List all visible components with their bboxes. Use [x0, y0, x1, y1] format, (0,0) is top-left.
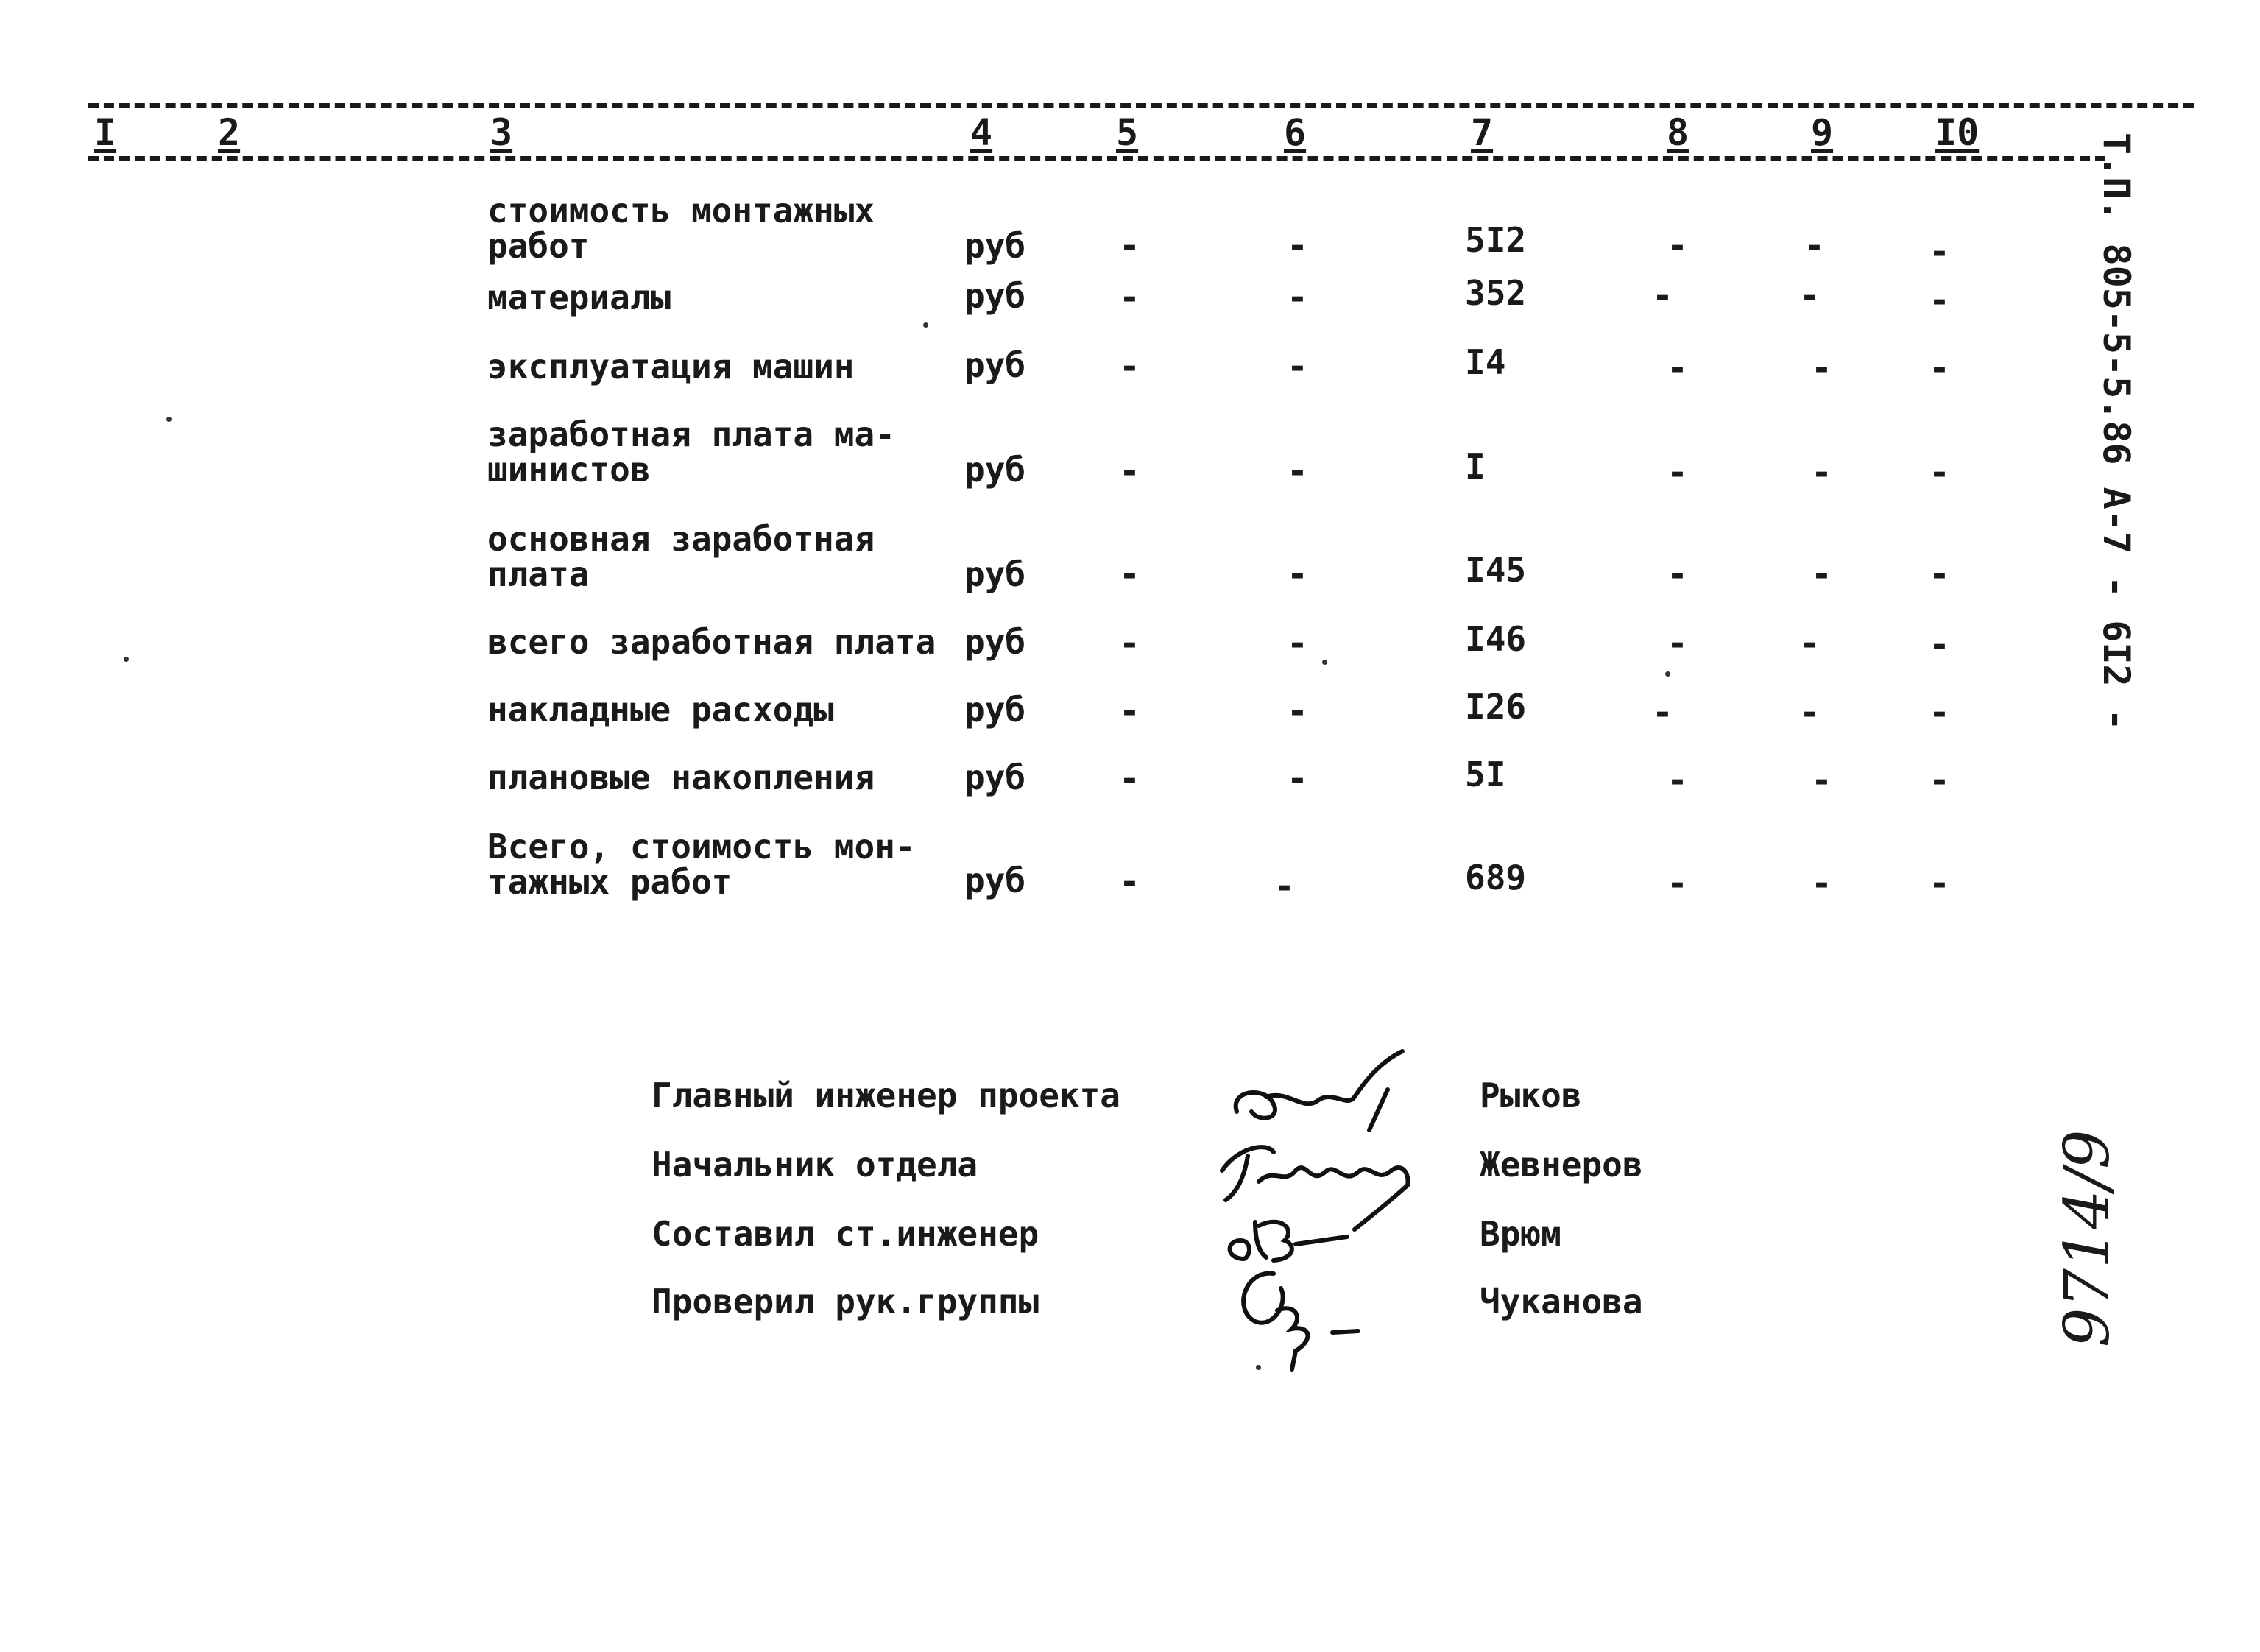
row-col9: - — [1811, 760, 1832, 801]
row-col9: - — [1811, 863, 1832, 904]
row-label: плановые накопления — [487, 758, 875, 797]
handwritten-sheet-number: 9714/9 — [2051, 1129, 2123, 1347]
column-number-9: 9 — [1811, 111, 1834, 154]
row-unit: руб — [964, 758, 1026, 797]
row-col10: - — [1929, 624, 1950, 666]
row-col8: - — [1652, 275, 1673, 317]
signature-name: Жевнеров — [1480, 1145, 1643, 1185]
row-unit: руб — [964, 861, 1026, 900]
signature-name: Рыков — [1480, 1076, 1582, 1115]
row-col7: I4 — [1465, 342, 1506, 382]
row-unit: руб — [964, 450, 1026, 490]
row-col8: - — [1667, 225, 1688, 266]
row-col10: - — [1929, 452, 1950, 493]
row-col7: I — [1465, 447, 1486, 487]
row-col7: 352 — [1465, 273, 1527, 313]
row-col5: - — [1119, 623, 1140, 664]
row-col5: - — [1119, 691, 1140, 732]
row-col6: - — [1274, 866, 1295, 907]
row-label: материалы — [487, 278, 671, 317]
side-document-code: Т.П. 805-5-5.86 А-7 - 6I2 - — [2095, 133, 2138, 731]
scan-speck — [1322, 660, 1327, 665]
signature-role: Главный инженер проекта — [651, 1076, 1120, 1115]
row-col6: - — [1287, 554, 1308, 595]
row-col7: 5I2 — [1465, 220, 1527, 260]
row-col9: - — [1811, 452, 1832, 493]
row-col7: I45 — [1465, 550, 1527, 590]
row-col7: 689 — [1465, 858, 1527, 897]
row-col8: - — [1667, 452, 1688, 493]
row-col9: - — [1811, 347, 1832, 389]
scan-speck — [1256, 1365, 1261, 1370]
row-label: стоимость монтажных работ — [487, 191, 875, 266]
row-label: заработная плата ма- шинистов — [487, 414, 895, 490]
row-col10: - — [1929, 554, 1950, 595]
row-col6: - — [1287, 758, 1308, 799]
row-col5: - — [1119, 758, 1140, 799]
row-col9: - — [1799, 623, 1821, 664]
signature-name: Врюм — [1480, 1214, 1561, 1254]
row-col8: - — [1667, 554, 1688, 595]
row-unit: руб — [964, 345, 1026, 385]
row-col5: - — [1119, 451, 1140, 492]
column-number-6: 6 — [1284, 111, 1307, 154]
row-col6: - — [1287, 225, 1308, 266]
header-bottom-rule — [88, 156, 2105, 161]
row-col10: - — [1929, 347, 1950, 389]
row-col6: - — [1287, 346, 1308, 387]
row-label: Всего, стоимость мон- тажных работ — [487, 827, 916, 902]
row-col9: - — [1811, 554, 1832, 595]
row-col6: - — [1287, 277, 1308, 318]
handwritten-signature-4 — [1222, 1259, 1384, 1377]
row-col10: - — [1929, 231, 1950, 272]
row-col5: - — [1119, 225, 1140, 266]
row-col7: 5I — [1465, 755, 1506, 794]
row-unit: руб — [964, 554, 1026, 594]
row-col5: - — [1119, 554, 1140, 595]
row-col10: - — [1929, 863, 1950, 904]
row-col6: - — [1287, 451, 1308, 492]
row-col8: - — [1667, 623, 1688, 664]
column-number-1: I — [94, 111, 117, 154]
row-col6: - — [1287, 691, 1308, 732]
column-number-3: 3 — [490, 111, 513, 154]
signature-role: Начальник отдела — [651, 1145, 978, 1185]
row-col10: - — [1929, 760, 1950, 801]
row-col7: I46 — [1465, 619, 1527, 659]
column-number-2: 2 — [218, 111, 241, 154]
scan-speck — [1665, 671, 1670, 677]
column-number-8: 8 — [1667, 111, 1689, 154]
row-col8: - — [1667, 760, 1688, 801]
row-col8: - — [1667, 347, 1688, 389]
row-label: эксплуатация машин — [487, 347, 855, 386]
scan-speck — [166, 417, 172, 422]
row-label: всего заработная плата — [487, 622, 936, 662]
column-number-4: 4 — [970, 111, 993, 154]
row-col5: - — [1119, 861, 1140, 903]
row-col5: - — [1119, 346, 1140, 387]
row-col9: - — [1799, 275, 1821, 317]
handwritten-signature-1 — [1222, 1045, 1413, 1134]
row-col10: - — [1929, 280, 1950, 321]
row-col6: - — [1287, 623, 1308, 664]
row-col9: - — [1799, 692, 1821, 733]
row-label: накладные расходы — [487, 690, 834, 730]
signature-role: Составил ст.инженер — [651, 1214, 1039, 1254]
row-col5: - — [1119, 277, 1140, 318]
row-unit: руб — [964, 690, 1026, 730]
signature-role: Проверил рук.группы — [651, 1282, 1039, 1321]
row-col10: - — [1929, 692, 1950, 733]
row-label: основная заработная плата — [487, 519, 875, 594]
row-unit: руб — [964, 226, 1026, 266]
column-number-10: I0 — [1935, 111, 1980, 154]
row-col7: I26 — [1465, 687, 1527, 727]
column-number-5: 5 — [1116, 111, 1139, 154]
row-col9: - — [1804, 225, 1825, 266]
row-col8: - — [1667, 863, 1688, 904]
row-unit: руб — [964, 622, 1026, 662]
signature-name: Чуканова — [1480, 1282, 1643, 1321]
column-number-7: 7 — [1471, 111, 1494, 154]
scan-speck — [923, 322, 928, 328]
header-top-rule — [88, 103, 2194, 108]
row-col8: - — [1652, 692, 1673, 733]
scan-speck — [124, 657, 129, 662]
row-unit: руб — [964, 276, 1026, 316]
